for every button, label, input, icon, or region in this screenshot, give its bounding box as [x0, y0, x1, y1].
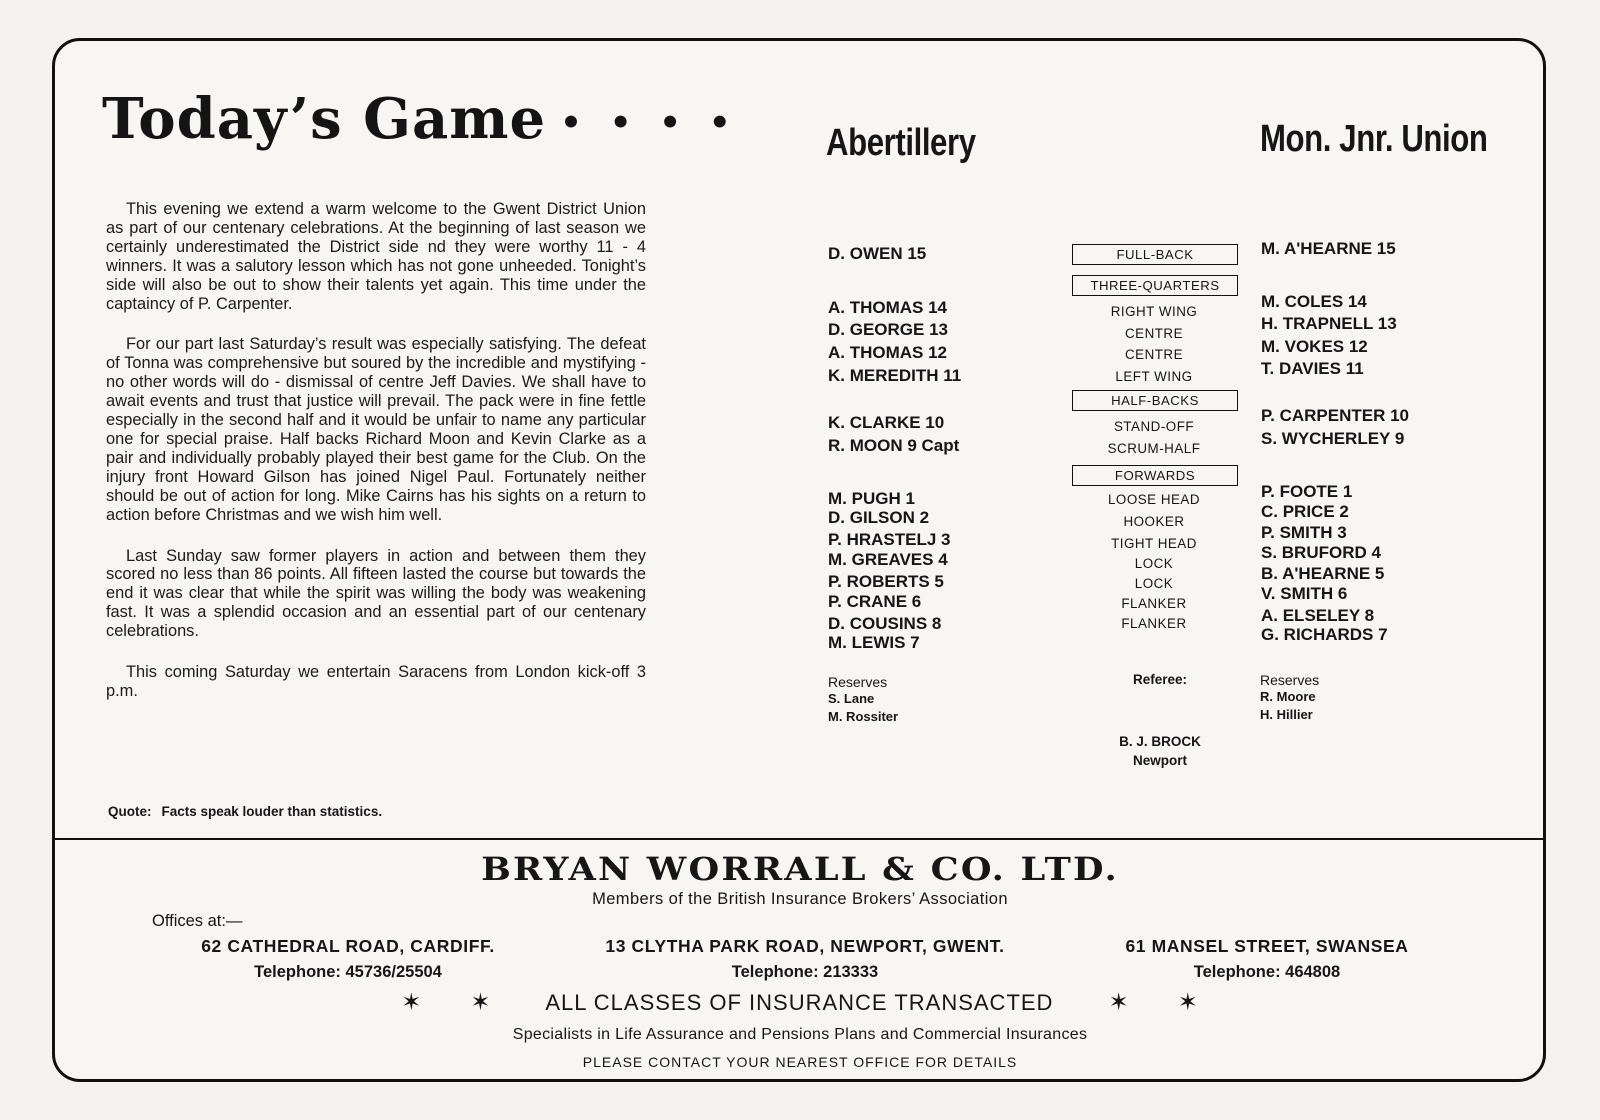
position-label: FLANKER [1121, 616, 1187, 631]
office-newport [585, 936, 1025, 982]
position-label: FLANKER [1121, 596, 1187, 611]
company-name: BRYAN WORRALL & CO. LTD. [481, 850, 1119, 888]
position-label: LOOSE HEAD [1107, 492, 1201, 507]
position-label: LOCK [1134, 576, 1174, 591]
home-player: P. CRANE 6 [828, 592, 922, 611]
quote-text: Facts speak louder than statistics. [161, 804, 383, 819]
reserve-player: S. Lane [828, 691, 875, 706]
position-label: SCRUM-HALF [1107, 441, 1201, 456]
article-paragraph: This coming Saturday we entertain Saracens from London kick-off 3 p.m. [106, 663, 646, 700]
office-phone: Telephone: 45736/25504 [254, 963, 442, 981]
referee-name: B. J. BROCK [1119, 734, 1201, 749]
office-phone: Telephone: 464808 [1193, 963, 1341, 981]
away-player: A. ELSELEY 8 [1261, 606, 1375, 625]
position-label: CENTRE [1124, 347, 1184, 362]
home-player: D. OWEN 15 [828, 244, 927, 263]
home-player: A. THOMAS 12 [828, 343, 948, 362]
home-reserves [828, 674, 898, 726]
away-player: G. RICHARDS 7 [1261, 625, 1388, 644]
home-player: K. CLARKE 10 [828, 413, 945, 432]
contact-line: PLEASE CONTACT YOUR NEAREST OFFICE FOR DETAILS [582, 1054, 1018, 1070]
section-full-back: FULL-BACK [1072, 244, 1238, 265]
article-title: Today’s Game • • • • [102, 86, 739, 152]
position-label: LEFT WING [1115, 369, 1193, 384]
quote-label: Quote: [108, 804, 152, 819]
position-label: HOOKER [1123, 514, 1185, 529]
referee-club: Newport [1133, 753, 1187, 768]
section-half-backs: HALF-BACKS [1072, 390, 1238, 411]
article-body [106, 200, 646, 723]
tagline-text: ALL CLASSES OF INSURANCE TRANSACTED [545, 990, 1054, 1015]
office-cardiff [188, 936, 508, 982]
quote [108, 804, 382, 819]
home-player: P. ROBERTS 5 [828, 572, 944, 591]
home-player: A. THOMAS 14 [828, 298, 948, 317]
star-icon: ✶ [401, 989, 423, 1016]
referee [1080, 732, 1240, 770]
position-label: CENTRE [1124, 326, 1184, 341]
title-dots: • • • • [560, 103, 739, 144]
footer-divider [55, 838, 1546, 840]
referee-label: Referee: [1132, 672, 1188, 687]
away-player: S. BRUFORD 4 [1261, 543, 1381, 562]
away-player: M. A'HEARNE 15 [1261, 239, 1396, 258]
away-player: B. A'HEARNE 5 [1261, 564, 1385, 583]
home-player: M. LEWIS 7 [828, 633, 920, 652]
office-swansea [1112, 936, 1422, 982]
home-player: P. HRASTELJ 3 [828, 530, 951, 549]
star-icon: ✶ [1108, 989, 1130, 1016]
position-label: TIGHT HEAD [1111, 536, 1197, 551]
article-paragraph: For our part last Saturday’s result was especially satisfying. The defeat of Tonna was comprehensive but soured by the incredible and mystifying - no other words will do - dismissal of centre Jeff Davies. We shall have to await events and trust that justice will prevail. The pack were in fine fettle especially in the second half and it would be unfair to name any particular one for special praise. Half backs Richard Moon and Kevin Clarke as a pair and individually probably played their best game for the Club. On the injury front Howard Gilson has joined Nigel Paul. Fortunately neither should be out of action for long. Mike Cairns has his sights on a return to action before Christmas and we wish him well. [106, 335, 646, 524]
star-icon: ✶ [1177, 989, 1199, 1016]
home-player: K. MEREDITH 11 [828, 366, 962, 385]
home-player: R. MOON 9 Capt [828, 436, 960, 455]
office-phone: Telephone: 213333 [731, 963, 879, 981]
reserves-label: Reserves [828, 674, 888, 690]
away-player: V. SMITH 6 [1261, 584, 1348, 603]
away-player: T. DAVIES 11 [1261, 359, 1364, 378]
away-player: M. VOKES 12 [1261, 337, 1368, 356]
position-label: STAND-OFF [1113, 419, 1195, 434]
home-team-name: Abertillery [826, 122, 976, 164]
away-team-name: Mon. Jnr. Union [1260, 118, 1488, 160]
office-address: 13 CLYTHA PARK ROAD, NEWPORT, GWENT. [605, 936, 1005, 956]
away-player: C. PRICE 2 [1261, 502, 1349, 521]
home-player: M. GREAVES 4 [828, 550, 948, 569]
away-player: S. WYCHERLEY 9 [1261, 429, 1405, 448]
away-player: H. TRAPNELL 13 [1261, 314, 1397, 333]
article-paragraph: Last Sunday saw former players in action and between them they scored no less than 86 points. All fifteen lasted the course but towards the end it was clear that while the spirit was willing the body was weakening fast. It was a splendid occasion and an essential part of our centenary celebrations. [106, 546, 646, 641]
position-label: LOCK [1134, 556, 1174, 571]
away-player: M. COLES 14 [1261, 292, 1367, 311]
office-address: 62 CATHEDRAL ROAD, CARDIFF. [201, 936, 495, 956]
star-icon: ✶ [470, 989, 492, 1016]
reserve-player: R. Moore [1260, 689, 1316, 704]
reserve-player: H. Hillier [1260, 707, 1313, 722]
company-members-line: Members of the British Insurance Brokers’ Association [592, 890, 1008, 908]
away-reserves [1260, 672, 1319, 724]
reserve-player: M. Rossiter [828, 709, 899, 724]
reserves-label: Reserves [1260, 672, 1320, 688]
away-player: P. SMITH 3 [1261, 523, 1347, 542]
home-player: M. PUGH 1 [828, 489, 915, 508]
office-address: 61 MANSEL STREET, SWANSEA [1125, 936, 1409, 956]
home-player: D. GILSON 2 [828, 508, 930, 527]
insurance-tagline [0, 988, 1600, 1017]
specialists-line: Specialists in Life Assurance and Pensions Plans and Commercial Insurances [512, 1026, 1088, 1043]
offices-label: Offices at:— [152, 912, 243, 930]
away-player: P. CARPENTER 10 [1261, 406, 1410, 425]
home-player: D. COUSINS 8 [828, 614, 942, 633]
article-paragraph: This evening we extend a warm welcome to the Gwent District Union as part of our centenary celebrations. At the beginning of last season we certainly underestimated the District side nd they were worthy 11 - 4 winners. It was a salutory lesson which has not gone unheeded. Tonight’s side will also be out to show their talents yet again. This time under the captaincy of P. Carpenter. [106, 200, 646, 313]
section-three-quarters: THREE-QUARTERS [1072, 275, 1238, 296]
section-forwards: FORWARDS [1072, 465, 1238, 486]
home-player: D. GEORGE 13 [828, 320, 948, 339]
away-player: P. FOOTE 1 [1261, 482, 1353, 501]
position-label: RIGHT WING [1110, 304, 1198, 319]
